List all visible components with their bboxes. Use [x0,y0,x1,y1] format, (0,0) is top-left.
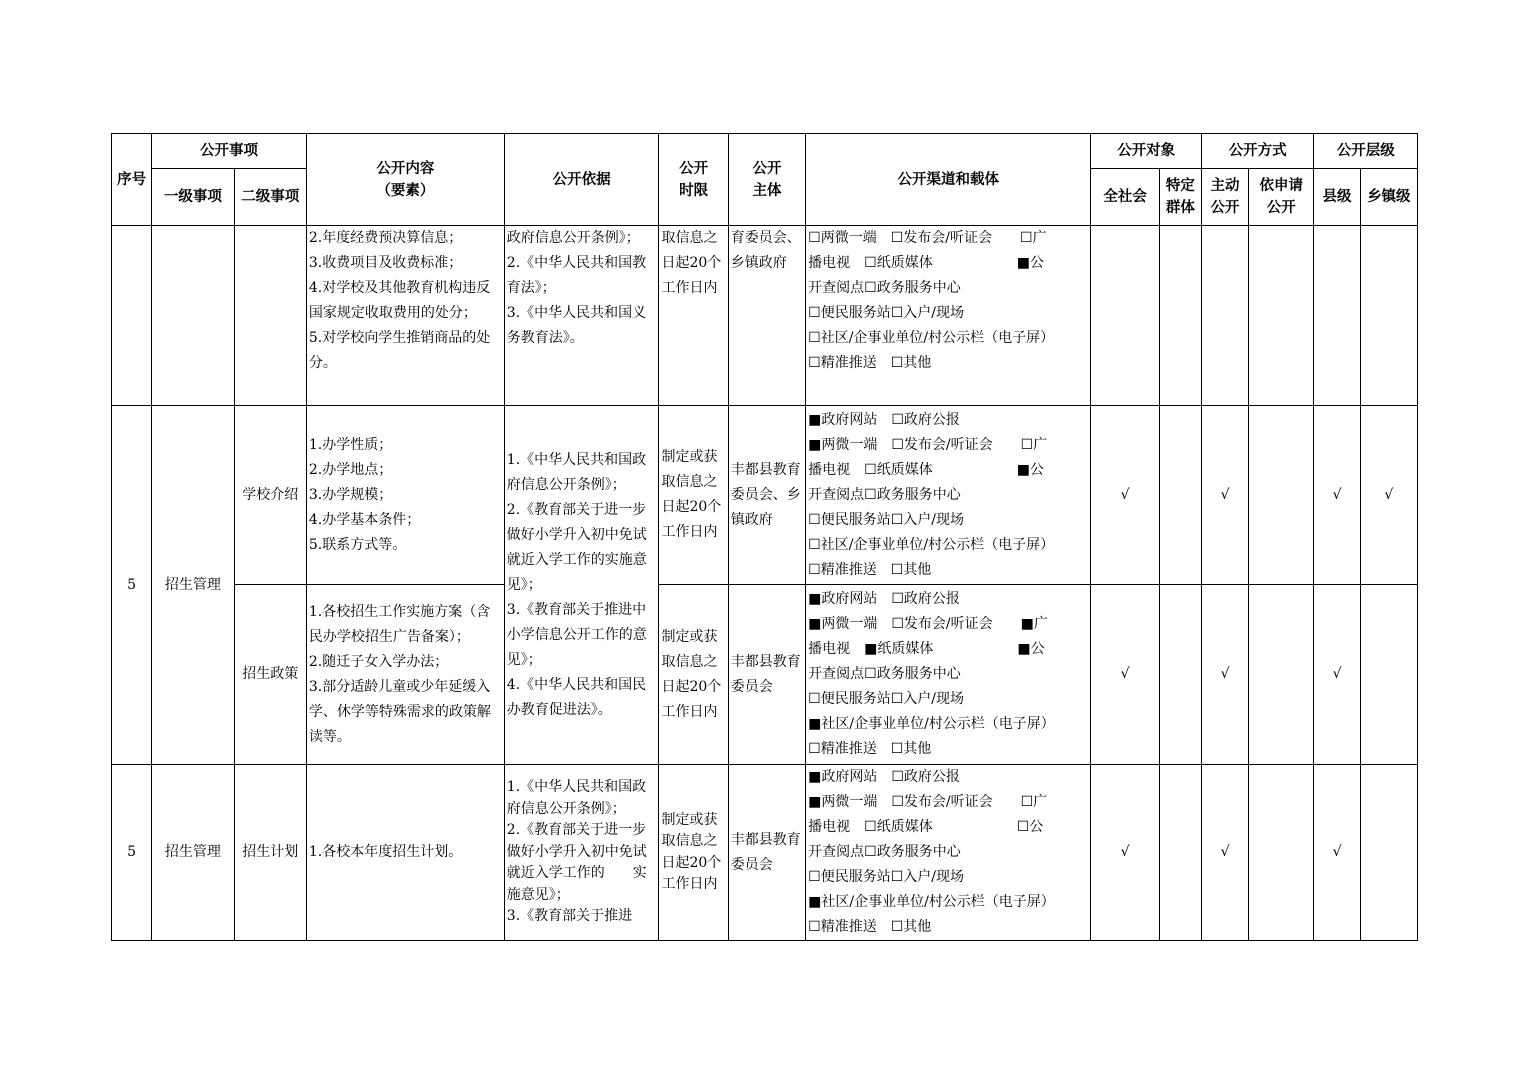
cell-target-all [1091,226,1159,406]
cell-deadline: 取信息之日起20个工作日内 [659,226,728,406]
cell-deadline: 制定或获取信息之日起20个工作日内 [659,406,728,585]
cell-method-active: √ [1201,406,1248,585]
cell-level-county: √ [1314,765,1360,941]
cell-subject: 丰都县教育委员会、乡镇政府 [728,406,805,585]
cell-level-county: √ [1314,585,1360,765]
cell-content: 1.各校招生工作实施方案（含民办学校招生广告备案）； 2.随迁子女入学办法； 3.部分适龄儿童或少年延缓入学、休学等特殊需求的政策解读等。 [306,585,504,765]
header-method-active: 主动 公开 [1201,169,1248,226]
cell-basis: 1.《中华人民共和国政府信息公开条例》； 2.《教育部关于进一步做好小学升入初中免试就近入学工作的 实施意见》； 3.《教育部关于推进 [504,765,659,941]
cell-level-town [1360,765,1417,941]
cell-basis: 1.《中华人民共和国政府信息公开条例》； 2.《教育部关于进一步做好小学升入初中免试就近入学工作的实施意见》； 3.《教育部关于推进中小学信息公开工作的意见》； 4.《中华人民共和国民办教育促进法》。 [504,406,659,765]
header-level-town: 乡镇级 [1360,169,1417,226]
cell-level2: 学校介绍 [234,406,306,585]
header-method: 公开方式 [1201,134,1314,169]
disclosure-table [111,133,1418,941]
cell-method-active [1201,226,1248,406]
header-channel: 公开渠道和载体 [806,134,1091,226]
cell-level-county [1314,226,1360,406]
cell-content: 1.各校本年度招生计划。 [306,765,504,941]
cell-level2 [234,226,306,406]
cell-channel: ■政府网站 ☐政府公报 ■两微一端 ☐发布会/听证会 ☐广 播电视 ☐纸质媒体 ■公 开查阅点☐政务服务中心 ☐便民服务站☐入户/现场 ☐社区/企事业单位/村公示栏（电子屏） ☐精准推送 ☐其他 [806,406,1091,585]
cell-subject: 育委员会、乡镇政府 [728,226,805,406]
cell-level1: 招生管理 [152,406,234,765]
header-target: 公开对象 [1091,134,1202,169]
header-target-all: 全社会 [1091,169,1159,226]
cell-method-request [1249,585,1314,765]
table-row [112,765,1418,941]
cell-seq: 5 [112,765,152,941]
cell-content: 2.年度经费预决算信息； 3.收费项目及收费标准； 4.对学校及其他教育机构违反国家规定收取费用的处分； 5.对学校向学生推销商品的处分。 [306,226,504,406]
cell-level-county: √ [1314,406,1360,585]
cell-content: 1.办学性质； 2.办学地点； 3.办学规模； 4.办学基本条件； 5.联系方式等。 [306,406,504,585]
cell-target-all: √ [1091,406,1159,585]
header-method-request: 依申请 公开 [1249,169,1314,226]
header-item: 公开事项 [152,134,307,169]
header-item-level2: 二级事项 [234,169,306,226]
cell-level-town [1360,585,1417,765]
header-level-county: 县级 [1314,169,1360,226]
cell-method-request [1249,765,1314,941]
cell-level-town: √ [1360,406,1417,585]
cell-seq [112,226,152,406]
cell-deadline: 制定或获取信息之日起20个工作日内 [659,765,728,941]
cell-target-specific [1159,765,1201,941]
cell-level1: 招生管理 [152,765,234,941]
cell-method-active: √ [1201,765,1248,941]
table-row [112,585,1418,765]
header-target-specific: 特定 群体 [1159,169,1201,226]
header-level: 公开层级 [1314,134,1418,169]
header-subject: 公开 主体 [728,134,805,226]
cell-seq: 5 [112,406,152,765]
cell-channel: ■政府网站 ☐政府公报 ■两微一端 ☐发布会/听证会 ■广 播电视 ■纸质媒体 ■公 开查阅点☐政务服务中心 ☐便民服务站☐入户/现场 ■社区/企事业单位/村公示栏（电子屏） ☐精准推送 ☐其他 [806,585,1091,765]
table-row [112,226,1418,406]
cell-target-specific [1159,585,1201,765]
cell-level2: 招生计划 [234,765,306,941]
cell-basis: 政府信息公开条例》； 2.《中华人民共和国教育法》； 3.《中华人民共和国义务教育法》。 [504,226,659,406]
cell-target-specific [1159,226,1201,406]
cell-channel: ■政府网站 ☐政府公报 ■两微一端 ☐发布会/听证会 ☐广 播电视 ☐纸质媒体 ☐公 开查阅点☐政务服务中心 ☐便民服务站☐入户/现场 ■社区/企事业单位/村公示栏（电子屏） ☐精准推送 ☐其他 [806,765,1091,941]
cell-level-town [1360,226,1417,406]
table-row [112,406,1418,585]
cell-method-request [1249,406,1314,585]
cell-subject: 丰都县教育委员会 [728,585,805,765]
header-basis: 公开依据 [504,134,659,226]
cell-target-all: √ [1091,585,1159,765]
cell-method-request [1249,226,1314,406]
header-content: 公开内容 （要素） [306,134,504,226]
cell-deadline: 制定或获取信息之日起20个工作日内 [659,585,728,765]
cell-target-specific [1159,406,1201,585]
cell-target-all: √ [1091,765,1159,941]
cell-level2: 招生政策 [234,585,306,765]
header-item-level1: 一级事项 [152,169,234,226]
cell-channel: ☐两微一端 ☐发布会/听证会 ☐广 播电视 ☐纸质媒体 ■公 开查阅点☐政务服务中心 ☐便民服务站☐入户/现场 ☐社区/企事业单位/村公示栏（电子屏） ☐精准推送 ☐其他 [806,226,1091,406]
cell-method-active: √ [1201,585,1248,765]
header-deadline: 公开 时限 [659,134,728,226]
header-seq: 序号 [112,134,152,226]
cell-level1 [152,226,234,406]
cell-subject: 丰都县教育委员会 [728,765,805,941]
